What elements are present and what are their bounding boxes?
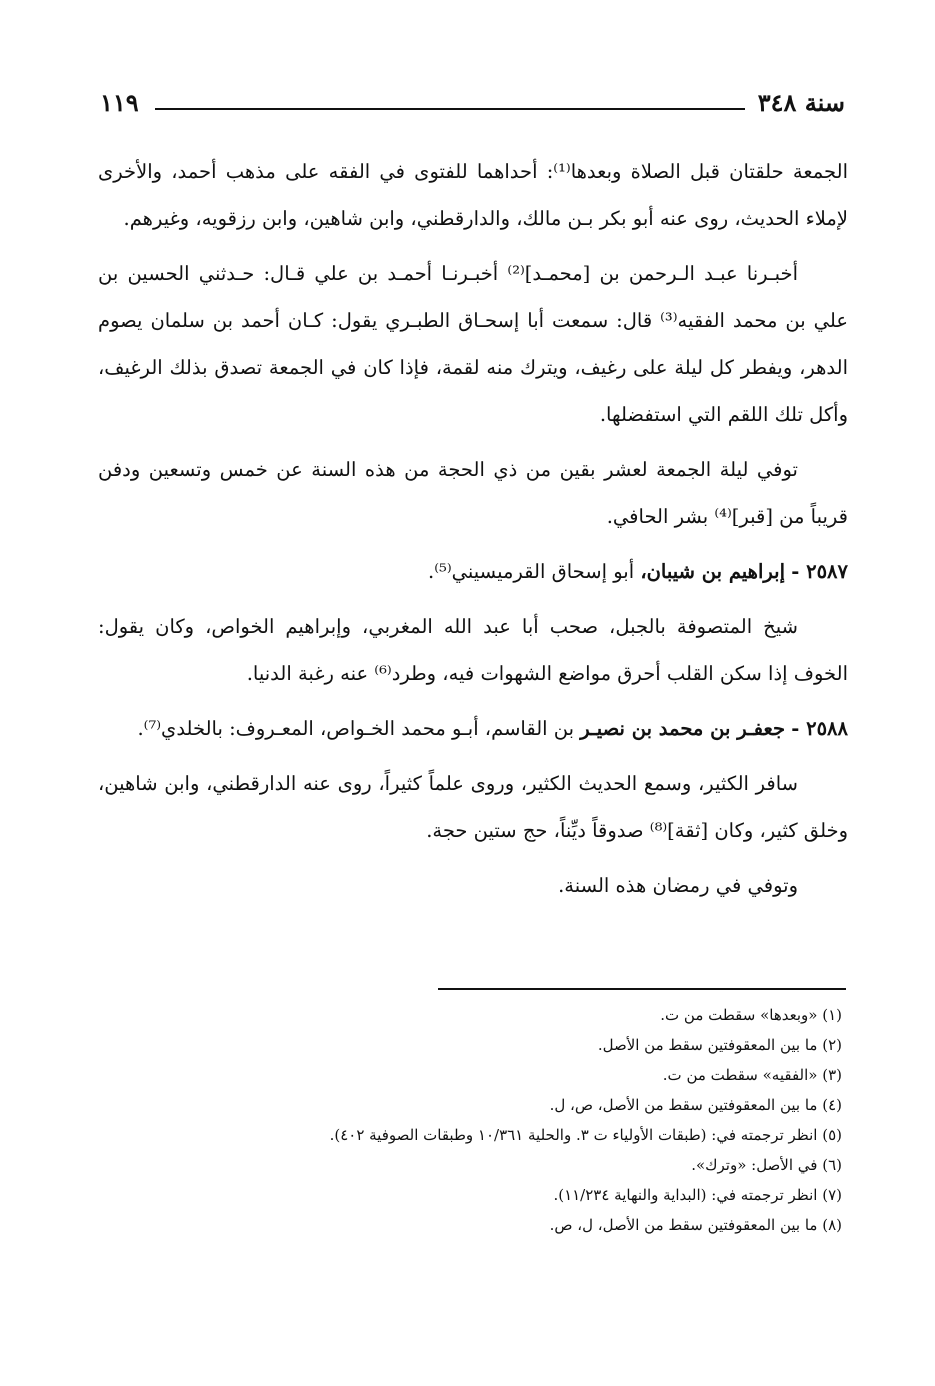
footnotes <box>150 1000 842 1240</box>
paragraph: وتوفي في رمضان هذه السنة. <box>558 874 798 897</box>
footnote: (٦) في الأصل: «وترك». <box>691 1156 842 1174</box>
paragraph: شيخ المتصوفة بالجبل، صحب أبا عبد الله المغربي، وإبراهيم الخواص، وكان يقول: الخوف إذا سكن القلب أحرق مواضع الشهوات فيه، وطرد⁽⁶⁾ عنه رغبة الدنيا. <box>98 615 848 685</box>
footnote-rule <box>438 988 846 990</box>
footnote: (٧) انظر ترجمته في: (البداية والنهاية ١١/٢٣٤). <box>553 1186 842 1204</box>
header-rule <box>155 108 745 110</box>
paragraph: أخبـرنا عبـد الـرحمن بن [محمـد]⁽²⁾ أخبـرنـا أحمـد بن علي قـال: حـدثني الحسين بن علي بن محمد الفقيه⁽³⁾ قال: سمعت أبا إسحـاق الطبـري يقول: كـان أحمد بن سلمان يصوم الدهر، ويفطر كل ليلة على رغيف، ويترك منه لقمة، فإذا كان في الجمعة تصدق بذلك الرغيف، وأكل تلك اللقم التي استفضلها. <box>98 262 849 426</box>
paragraph: توفي ليلة الجمعة لعشر بقين من ذي الحجة من هذه السنة عن خمس وتسعين ودفن قريباً من [قبر]⁽⁴⁾ بشر الحافي. <box>98 458 848 528</box>
running-head-year: سنة ٣٤٨ <box>757 88 845 117</box>
footnote: (٥) انظر ترجمته في: (طبقات الأولياء ت ٣. والحلية ١٠/٣٦١ وطبقات الصوفية ٤٠٢). <box>329 1126 842 1144</box>
paragraph: سافر الكثير، وسمع الحديث الكثير، وروى علماً كثيراً، روى عنه الدارقطني، وابن شاهين، وخلق كثير، وكان [ثقة]⁽⁸⁾ صدوقاً ديِّناً، حج ستين حجة. <box>98 772 848 842</box>
footnote: (١) «وبعدها» سقطت من ت. <box>660 1006 842 1024</box>
paragraph: الجمعة حلقتان قبل الصلاة وبعدها⁽¹⁾: أحداهما للفتوى في الفقه على مذهب أحمد، والأخرى لإملاء الحديث، روى عنه أبو بكر بـن مالك، والدارقطني، وابن شاهين، وابن رزقويه، وغيرهم. <box>98 160 848 230</box>
entry-text: بن القاسم، أبـو محمد الخـواص، المعـروف: بالخلدي⁽⁷⁾. <box>137 717 575 740</box>
entry-number: ٢٥٨٨ - <box>791 717 848 740</box>
biography-entry <box>98 548 848 595</box>
main-text <box>98 148 848 917</box>
biography-entry <box>98 705 848 752</box>
footnote: (٣) «الفقيه» سقطت من ت. <box>662 1066 842 1084</box>
footnote: (٨) ما بين المعقوفتين سقط من الأصل، ل، ص. <box>549 1216 842 1234</box>
entry-name: إبراهيم بن شيبان، <box>640 560 785 583</box>
entry-name: جعفـر بن محمد بن نصيـر <box>580 717 785 740</box>
entry-text: أبو إسحاق القرميسيني⁽⁵⁾. <box>428 560 635 583</box>
footnote: (٤) ما بين المعقوفتين سقط من الأصل، ص، ل. <box>549 1096 842 1114</box>
page-header <box>100 88 845 128</box>
footnote: (٢) ما بين المعقوفتين سقط من الأصل. <box>597 1036 842 1054</box>
entry-number: ٢٥٨٧ - <box>791 560 848 583</box>
page-number: ١١٩ <box>100 88 139 117</box>
